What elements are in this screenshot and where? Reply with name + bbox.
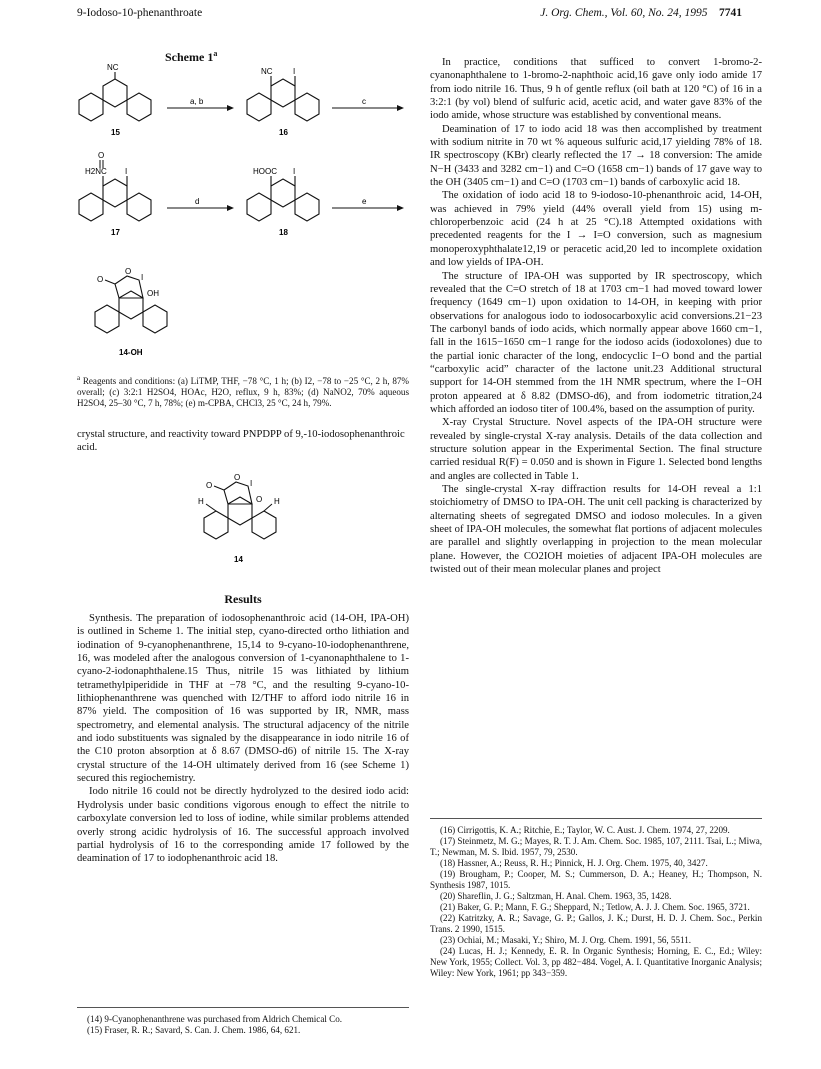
paragraph-xray-intro: X-ray Crystal Structure. Novel aspects of the IPA-OH structure were revealed by single-crystal X-ray analysis. Details of the data collection and structure solution appear in the Experimental Section. The final structure carried residual R(F) = 0.050 and is shown in Figure 1. Selected bond lengths and angles are collected in Table 1. (430, 417, 762, 482)
paragraph-deamination: Deamination of 17 to iodo acid 18 was then accomplished by treatment with sodium nitrite in 70 wt % aqueous sulfuric acid,17 yielding 78% of 18. IR spectroscopy (KBr) clearly reflected the 17 → 18 conversion: The amide N−H (3433 and 3282 cm−1) and C=O (1658 cm−1) bands of 17 gave way to the OH (3405 cm−1) and C=O (1703 cm−1) bands of carboxylic acid 18. (430, 123, 762, 189)
nitrile-group: NC (107, 63, 119, 72)
footnote-15: (15) Fraser, R. R.; Savard, S. Can. J. Chem. 1986, 64, 621. (87, 1025, 301, 1035)
journal-citation: J. Org. Chem., Vol. 60, No. 24, 1995 (540, 7, 708, 19)
page-number: 7741 (719, 7, 742, 19)
footnote-18: (18) Hassner, A.; Reuss, R. H.; Pinnick, H. J. Org. Chem. 1975, 40, 3427. (440, 858, 708, 868)
arrow-ab (167, 97, 234, 111)
arrow-c (332, 97, 404, 111)
paragraph-xray-results: The single-crystal X-ray diffraction results for 14-OH reveal a 1:1 stoichiometry of DMSO to IPA-OH. The unit cell packing is characterized by alternating sheets of segregated DMSO and iodoso molecules. In a given sheet of IPA-OH molecules, the somewhat flat portions of adjacent molecules are parallel and slightly overlapping in projection to the mean molecular plane. However, the CO2IOH moieties of adjacent IPA-OH molecules are twisted out of their mean molecular planes and project (430, 484, 762, 576)
svg-text:d: d (195, 197, 200, 206)
footnote-24: (24) Lucas, H. J.; Kennedy, E. R. In Organic Synthesis; Horning, E. C., Ed.; Wiley: New York, 1955; Collect. Vol. 3, pp 482−484. Vogel, A. I. Quantitative Inorganic Analysis; Wiley: New York, 1961; pp 343−359. (430, 946, 762, 978)
svg-text:HOOC: HOOC (253, 167, 277, 176)
svg-text:14-OH: 14-OH (119, 348, 143, 357)
svg-text:O: O (125, 267, 132, 276)
footnote-22: (22) Katritzky, A. R.; Savage, G. P.; Gallos, J. K.; Durst, H. D. J. Chem. Soc., Perkin Trans. 2 1990, 1515. (430, 913, 762, 934)
svg-text:a, b: a, b (190, 97, 204, 106)
footnote-21: (21) Baker, G. P.; Mann, F. G.; Sheppard, N.; Tetlow, A. J. J. Chem. Soc. 1965, 3721. (440, 902, 750, 912)
svg-text:O: O (234, 473, 241, 482)
compound-14oh (95, 267, 167, 357)
scheme-title-sup: a (213, 49, 218, 58)
svg-text:O: O (98, 151, 105, 160)
svg-text:I: I (250, 479, 253, 488)
footnote-19: (19) Brougham, P.; Cooper, M. S.; Cummerson, D. A.; Heaney, H.; Thompson, N. Synthesis 1987, 1015. (430, 869, 762, 890)
svg-text:I: I (141, 273, 144, 282)
footnote-17: (17) Steinmetz, M. G.; Mayes, R. T. J. Am. Chem. Soc. 1985, 107, 2111. Tsai, L.; Miwa, T.; Newman, M. S. Ibid. 1957, 79, 2530. (430, 836, 763, 857)
svg-text:O: O (97, 275, 104, 284)
svg-text:H: H (198, 497, 204, 506)
svg-text:17: 17 (111, 228, 120, 237)
svg-text:14: 14 (234, 555, 243, 564)
right-column-body (430, 56, 762, 576)
left-footnotes (77, 1007, 409, 1036)
svg-text:OH: OH (147, 289, 159, 298)
svg-text:e: e (362, 197, 367, 206)
svg-text:NC: NC (261, 67, 273, 76)
paragraph-ir-structure: The structure of IPA-OH was supported by IR spectroscopy, which revealed that the C=O stretch of 18 at 1703 cm−1 had moved toward lower frequency (1649 cm−1) upon oxidation to 14-OH, in keeping with prior observations for analogous iodo to iodosocarboxylic acid conversions.21−23 The carbonyl bands of iodo acids, which normally appear above 1660 cm−1, fall in the 1615−1650 cm−1 range for the iodoso acids (iodoxolones) due to the partial ionic character of the long, endocyclic I−O bond and the partial “carboxylic acid” character of the lactone unit.23 Additional structural support for 14-OH stemmed from the 1H NMR spectrum, where the I−OH proton appeared at δ 8.82 (DMSO-d6), and from iodometric titration,24 which afforded an iodoso titer of 100.4%, based on the assumption of purity. (430, 270, 762, 415)
label-15: 15 (111, 128, 120, 137)
svg-text:I: I (293, 67, 296, 76)
paragraph-synthesis: Synthesis. The preparation of iodosophenanthroic acid (14-OH, IPA-OH) is outlined in Scheme 1. The initial step, cyano-directed ortho lithiation and iodination of 9-cyanophenanthrene, 15,14 to 9-cyano-10-iodophenanthrene, 16, was modeled after the analogous conversion of 1-cyanonaphthalene to 1-cyano-2-iodonaphthalene.15 Thus, nitrile 15 was lithiated by lithium tetramethylpiperidide in THF at −78 °C, and the resulting 9-cyano-10-lithiophenanthrene was quenched with I2/THF to afford iodo nitrile 16 in 87% yield. The composition of 16 was supported by IR, NMR, mass spectrometry, and elemental analysis. The structural adjacency of the nitrile and iodo substituents was signaled by the disappearance in iodo nitrile 16 of the C10 proton absorption at δ 8.67 (DMSO-d6) of nitrile 15. The X-ray crystal structure of the 14-OH ultimately derived from 16 (see Scheme 1) secured this regiochemistry. (77, 613, 409, 785)
paragraph-hydrolysis: Iodo nitrile 16 could not be directly hydrolyzed to the desired iodo acid: Hydrolysis under basic conditions vigorous enough to effect the nitrile to carboxylate conversion led to loss of iodine, while similar problems attended overly strong acidic hydrolysis of 16. The successful approach involved partial hydrolysis of 16 to the corresponding amide 17 followed by the deamination of 17 to iodophenanthroic acid 18. (77, 786, 409, 865)
left-column-body (77, 612, 409, 866)
running-head-title: 9-Iodoso-10-phenanthroate (77, 7, 203, 19)
svg-text:I: I (125, 167, 128, 176)
compound-18 (247, 167, 319, 237)
svg-text:O: O (206, 481, 213, 490)
compound-17 (79, 151, 151, 237)
svg-text:18: 18 (279, 228, 288, 237)
arrow-d (167, 197, 234, 211)
left-continuation: crystal structure, and reactivity toward PNPDPP of 9,-10-iodosophenanthroic acid. (77, 429, 405, 454)
compound-16 (247, 67, 319, 137)
footnote-14: (14) 9-Cyanophenanthrene was purchased from Aldrich Chemical Co. (87, 1014, 343, 1024)
scheme-drawing (77, 62, 417, 362)
footnote-16: (16) Cirrigottis, K. A.; Ritchie, E.; Taylor, W. C. Aust. J. Chem. 1974, 27, 2209. (440, 825, 730, 835)
scheme-conditions: $^a$ Reagents and conditions: (a) LiTMP, THF, −78 °C, 1 h; (b) I2, −78 to −25 °C, 2 h, 87% overall; (c) 3:2:1 H2SO4, HOAc, H2O, reflux, 9 h, 83%; (d) NaNO2, 70% aqueous H2SO4, 25–30 °C, 7 h, 78%; (e) m-CPBA, CHCl3, 25 °C, 24 h, 79%. (77, 374, 409, 409)
paragraph-practice: In practice, conditions that sufficed to convert 1-bromo-2-cyanonaphthalene to 1-bromo-2-naphthoic acid,16 gave only iodo amide 17 from iodo nitrile 16. Thus, 9 h of gentle reflux (oil bath at 120 °C) of 16 in a 3:2:1 (by vol) blend of sulfuric acid, acetic acid, and water gave 83% of the iodo amide, whose structure was established by conventional means. (430, 57, 762, 122)
svg-text:H2NC: H2NC (85, 167, 107, 176)
scheme-title-text: Scheme 1 (165, 50, 214, 64)
right-footnotes (430, 818, 762, 979)
footnote-23: (23) Ochiai, M.; Masaki, Y.; Shiro, M. J. Org. Chem. 1991, 56, 5511. (440, 935, 692, 945)
svg-text:H: H (274, 497, 280, 506)
running-head-journal (540, 7, 742, 19)
svg-text:O: O (256, 495, 263, 504)
svg-text:I: I (293, 167, 296, 176)
svg-text:c: c (362, 97, 366, 106)
footnote-20: (20) Shareflin, J. G.; Saltzman, H. Anal. Chem. 1963, 35, 1428. (440, 891, 672, 901)
structure-14 (190, 464, 300, 574)
svg-text:16: 16 (279, 128, 288, 137)
arrow-e (332, 197, 404, 211)
scheme-conditions-text: Reagents and conditions: (a) LiTMP, THF, −78 °C, 1 h; (b) I2, −78 to −25 °C, 2 h, 87% overall; (c) 3:2:1 H2SO4, HOAc, H2O, reflux, 9 h, 83%; (d) NaNO2, 70% aqueous H2SO4, 25–30 °C, 7 h, 78%; (e) m-CPBA, CHCl3, 25 °C, 24 h, 79%. (77, 376, 409, 409)
paragraph-oxidation: The oxidation of iodo acid 18 to 9-iodoso-10-phenanthroic acid, 14-OH, was achieved in 79% yield (44% overall yield from 15) using m-chloroperbenzoic acid (24 h at 25 °C).18 Attempted oxidations with precedented reagents for the I → I=O conversion, such as magnesium monoperoxyphthalate12,19 or peracetic acid,20 led to incomplete oxidation and low yields of IPA-OH. (430, 190, 762, 269)
results-heading: Results (224, 592, 262, 606)
compound-15 (79, 63, 151, 137)
